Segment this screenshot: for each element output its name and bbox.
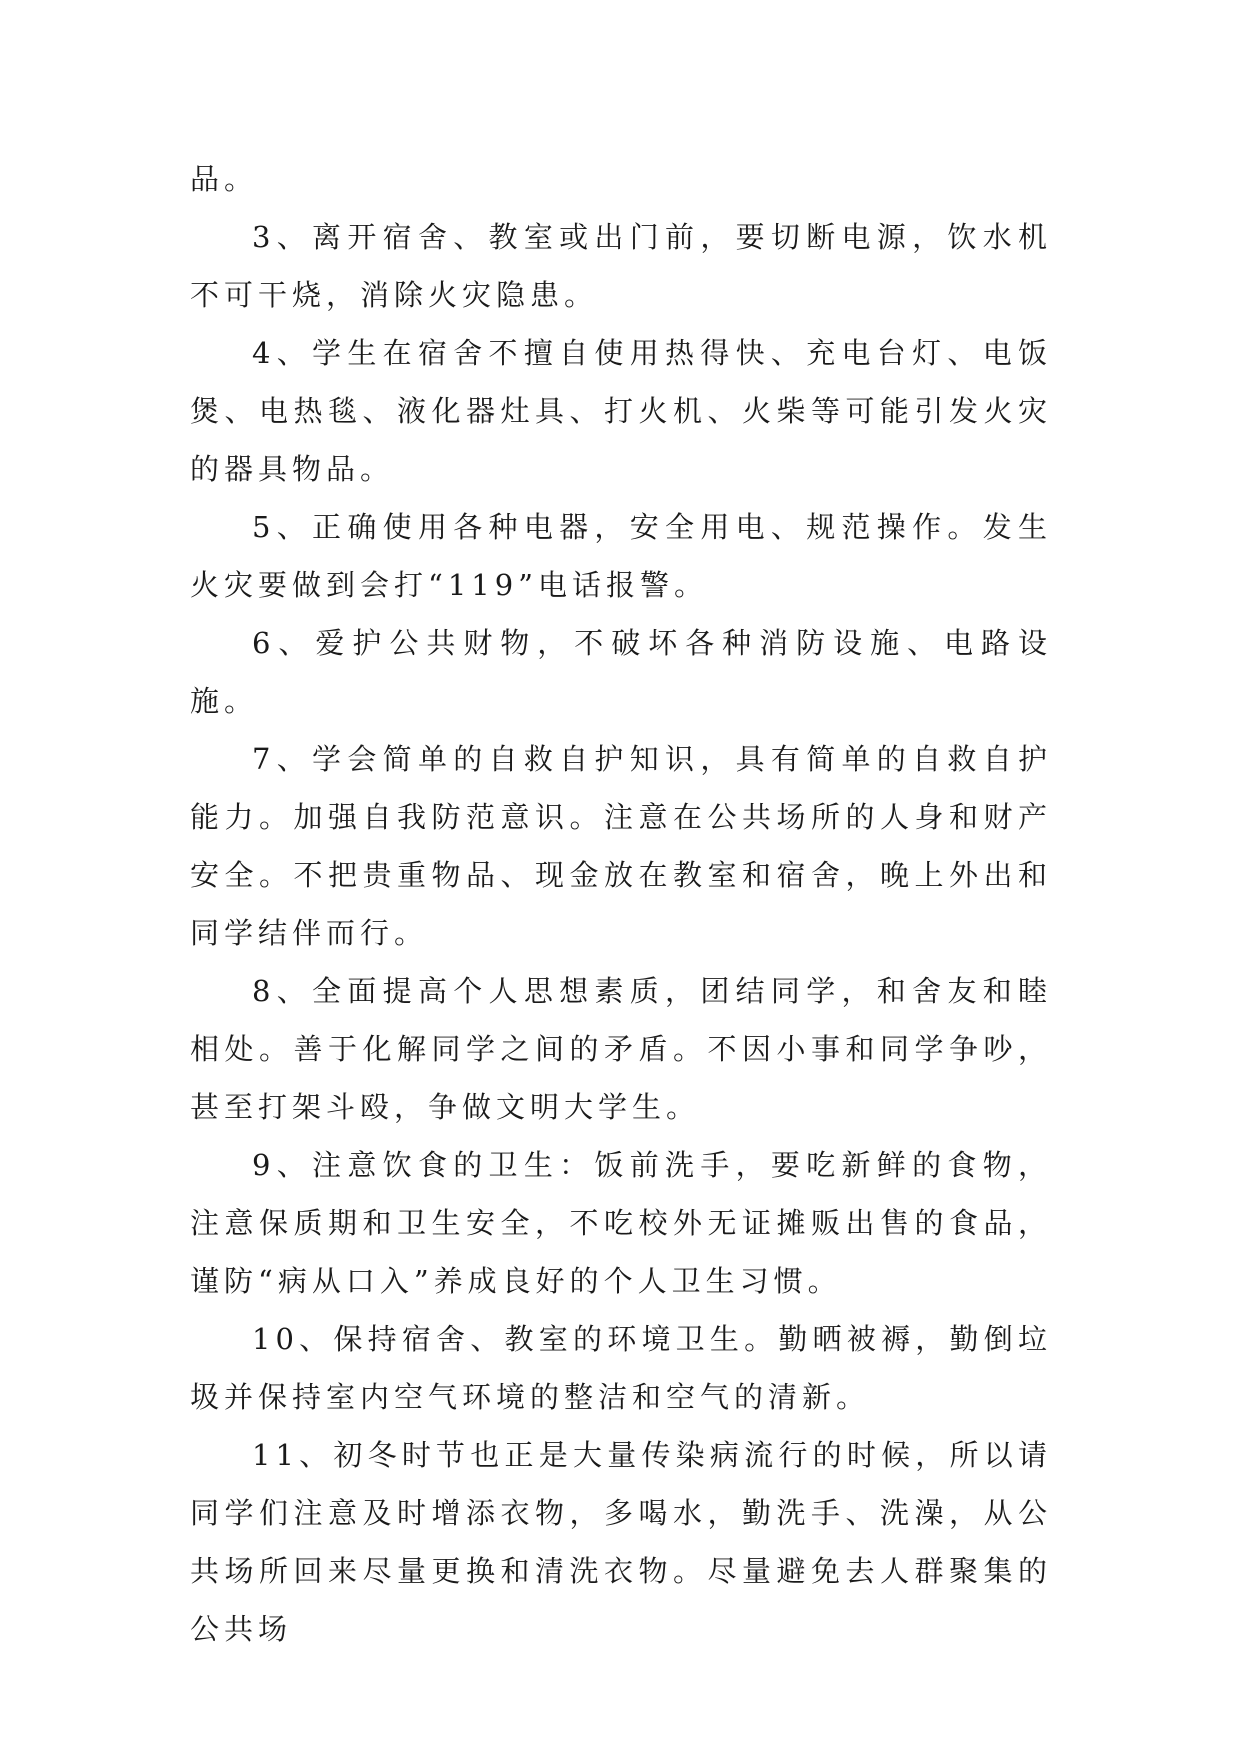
paragraph-item-10: 10、保持宿舍、教室的环境卫生。勤晒被褥，勤倒垃圾并保持室内空气环境的整洁和空气的清新。 xyxy=(190,1322,1052,1414)
document-body xyxy=(190,150,1052,1658)
paragraph-item-9: 9、注意饮食的卫生：饭前洗手，要吃新鲜的食物，注意保质期和卫生安全，不吃校外无证摊贩出售的食品，谨防“病从口入”养成良好的个人卫生习惯。 xyxy=(190,1148,1052,1298)
paragraph-item-8: 8、全面提高个人思想素质，团结同学，和舍友和睦相处。善于化解同学之间的矛盾。不因小事和同学争吵，甚至打架斗殴，争做文明大学生。 xyxy=(190,974,1052,1124)
paragraph-item-7: 7、学会简单的自救自护知识，具有简单的自救自护能力。加强自我防范意识。注意在公共场所的人身和财产安全。不把贵重物品、现金放在教室和宿舍，晚上外出和同学结伴而行。 xyxy=(190,742,1052,950)
paragraph-item-3: 3、离开宿舍、教室或出门前，要切断电源，饮水机不可干烧，消除火灾隐患。 xyxy=(190,220,1052,312)
paragraph-continuation: 品。 xyxy=(190,162,259,196)
paragraph-item-11: 11、初冬时节也正是大量传染病流行的时候，所以请同学们注意及时增添衣物，多喝水，勤洗手、洗澡，从公共场所回来尽量更换和清洗衣物。尽量避免去人群聚集的公共场 xyxy=(190,1438,1052,1646)
paragraph-item-4: 4、学生在宿舍不擅自使用热得快、充电台灯、电饭煲、电热毯、液化器灶具、打火机、火柴等可能引发火灾的器具物品。 xyxy=(190,336,1052,486)
paragraph-item-6: 6、爱护公共财物，不破坏各种消防设施、电路设施。 xyxy=(190,626,1052,718)
paragraph-item-5: 5、正确使用各种电器，安全用电、规范操作。发生火灾要做到会打“119”电话报警。 xyxy=(190,510,1052,602)
